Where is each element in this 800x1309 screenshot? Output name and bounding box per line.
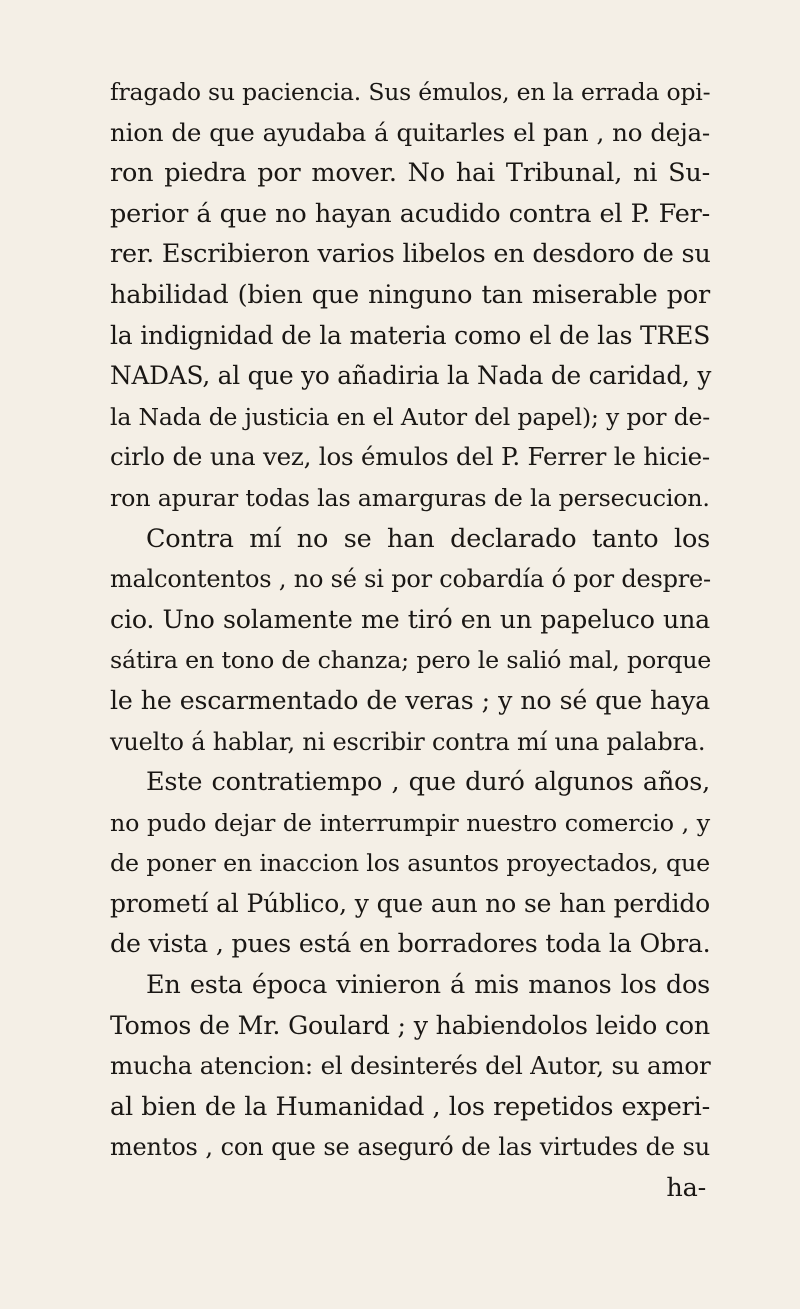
text-line-6: habilidad (bien que ninguno tan miserable por: [110, 279, 710, 310]
text-line-20: de poner en inaccion los asuntos proyectados, que: [110, 849, 710, 878]
text-line-23: En esta época vinieron á mis manos los dos: [146, 970, 710, 1001]
text-line-12: Contra mí no se han declarado tanto los: [146, 523, 710, 554]
text-line-7: la indignidad de la materia como el de las TRES: [110, 320, 711, 350]
text-line-27: mentos , con que se aseguró de las virtudes de su: [110, 1133, 710, 1162]
text-line-11: ron apurar todas las amarguras de la persecucion.: [110, 483, 710, 512]
text-line-13: malcontentos , no sé si por cobardía ó por despre-: [110, 565, 711, 594]
text-line-19: no pudo dejar de interrumpir nuestro comercio , y: [110, 808, 710, 837]
text-line-22: de vista , pues está en borradores toda la Obra.: [110, 929, 711, 959]
text-line-4: perior á que no hayan acudido contra el P. Fer-: [110, 198, 710, 229]
text-line-24: Tomos de Mr. Goulard ; y habiendolos leido con: [110, 1010, 710, 1040]
text-line-3: ron piedra por mover. No hai Tribunal, ni Su-: [110, 158, 710, 189]
text-line-17: vuelto á hablar, ni escribir contra mí una palabra.: [110, 727, 706, 756]
text-line-5: rer. Escribieron varios libelos en desdoro de su: [110, 239, 711, 270]
page-text: [110, 72, 710, 1209]
text-line-1: fragado su paciencia. Sus émulos, en la errada opi-: [110, 78, 711, 106]
text-line-10: cirlo de una vez, los émulos del P. Ferrer le hicie-: [110, 442, 710, 472]
text-line-21: prometí al Público, y que aun no se han perdido: [110, 888, 710, 918]
text-line-9: la Nada de justicia en el Autor del papel); y por de-: [110, 402, 710, 431]
catchword: ha-: [666, 1173, 706, 1204]
text-line-15: sátira en tono de chanza; pero le salió mal, porque: [110, 646, 712, 675]
text-line-18: Este contratiempo , que duró algunos años,: [146, 767, 710, 798]
text-line-16: le he escarmentado de veras ; y no sé que haya: [110, 685, 710, 715]
text-line-25: mucha atencion: el desinterés del Autor, su amor: [110, 1051, 711, 1081]
text-line-8: NADAS, al que yo añadiria la Nada de caridad, y: [110, 361, 712, 391]
text-line-26: al bien de la Humanidad , los repetidos experi-: [110, 1091, 710, 1122]
text-line-14: cio. Uno solamente me tiró en un papeluco una: [110, 604, 710, 634]
text-line-2: nion de que ayudaba á quitarles el pan , no deja-: [110, 117, 710, 147]
